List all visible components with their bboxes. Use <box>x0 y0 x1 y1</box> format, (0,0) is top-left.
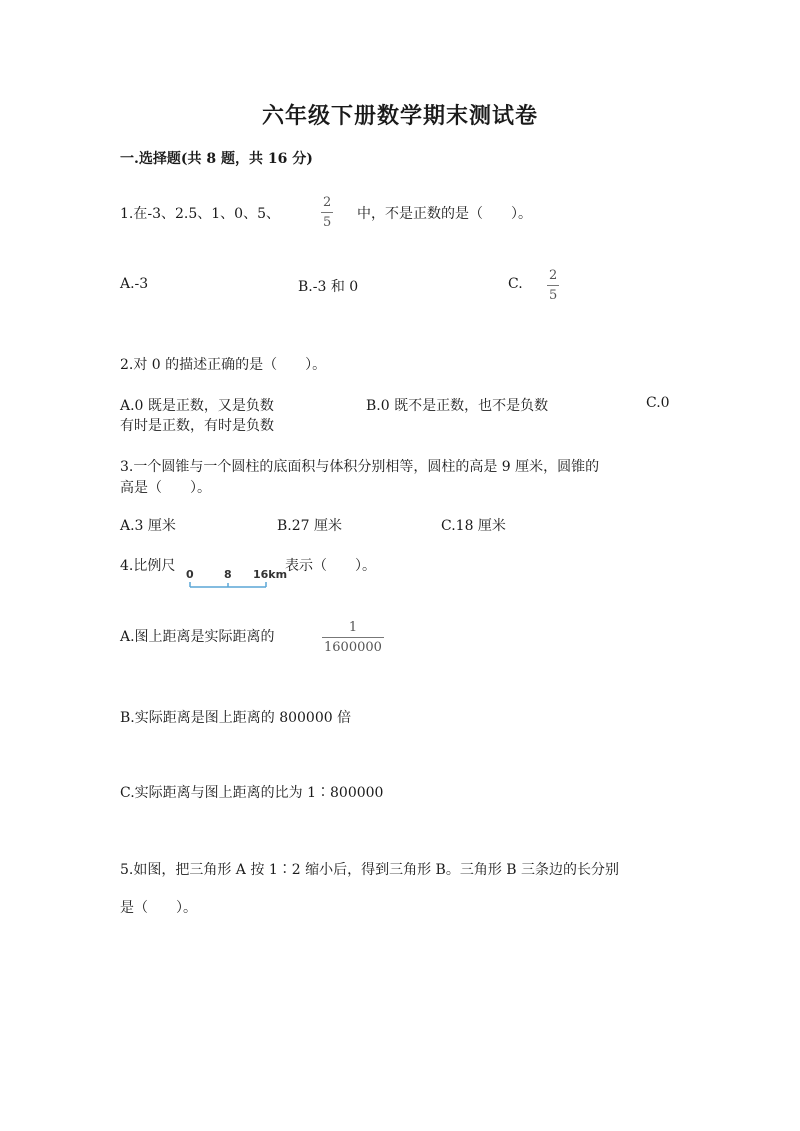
scale-label-8: 8 <box>224 568 232 581</box>
q4-stem-before: 4.比例尺 <box>120 558 176 574</box>
section-heading: 一.选择题(共 8 题，共 16 分) <box>120 151 313 167</box>
q4-option-b: B.实际距离是图上距离的 800000 倍 <box>120 710 352 726</box>
q1-stem-after: 中，不是正数的是（ ）。 <box>357 206 532 222</box>
q2-option-c-line2: 有时是正数，有时是负数 <box>120 418 274 434</box>
scale-bar <box>186 566 286 592</box>
scale-label-0: 0 <box>186 568 194 581</box>
q5-stem-line1: 5.如图，把三角形 A 按 1∶2 缩小后，得到三角形 B。三角形 B 三条边的长分别 <box>120 862 620 878</box>
q4-option-a-fraction-numerator: 1 <box>348 620 358 635</box>
q2-option-a: A.0 既是正数，又是负数 <box>120 398 274 414</box>
q1-option-c: C. <box>508 276 523 292</box>
q4-option-a: A.图上距离是实际距离的 <box>120 629 275 645</box>
q1-stem <box>120 203 280 223</box>
q1-stem-fraction-denominator: 5 <box>323 215 332 230</box>
q2-option-b: B.0 既不是正数，也不是负数 <box>366 398 549 414</box>
q5-stem-line2: 是（ ）。 <box>120 900 197 916</box>
q4-option-a-fraction <box>322 621 384 654</box>
q3-stem-line2: 高是（ ）。 <box>120 480 211 496</box>
q1-stem-fraction-numerator: 2 <box>323 195 332 210</box>
q4-option-a-fraction-denominator: 1600000 <box>324 640 382 655</box>
q1-option-c-fraction-numerator: 2 <box>549 268 558 283</box>
q1-option-a: A.-3 <box>120 276 149 292</box>
q1-option-c-fraction-denominator: 5 <box>549 288 558 303</box>
q3-option-b: B.27 厘米 <box>277 518 343 534</box>
q1-stem-before: 1.在-3、2.5、1、0、5、 <box>120 206 280 222</box>
q3-option-c: C.18 厘米 <box>441 518 506 534</box>
scale-ruler <box>186 566 286 592</box>
q4-option-c: C.实际距离与图上距离的比为 1∶800000 <box>120 785 384 801</box>
q3-stem-line1: 3.一个圆锥与一个圆柱的底面积与体积分别相等，圆柱的高是 9 厘米，圆锥的 <box>120 459 600 475</box>
q1-option-b: B.-3 和 0 <box>298 279 359 295</box>
q3-option-a: A.3 厘米 <box>120 518 176 534</box>
q2-option-c-line1: C.0 <box>646 395 670 411</box>
scale-label-16km: 16km <box>253 568 288 581</box>
q1-stem-fraction <box>321 196 333 229</box>
q1-option-c-fraction <box>547 269 559 302</box>
page-title: 六年级下册数学期末测试卷 <box>261 103 538 129</box>
q4-stem-after: 表示（ ）。 <box>285 558 376 574</box>
q2-stem: 2.对 0 的描述正确的是（ ）。 <box>120 357 327 373</box>
